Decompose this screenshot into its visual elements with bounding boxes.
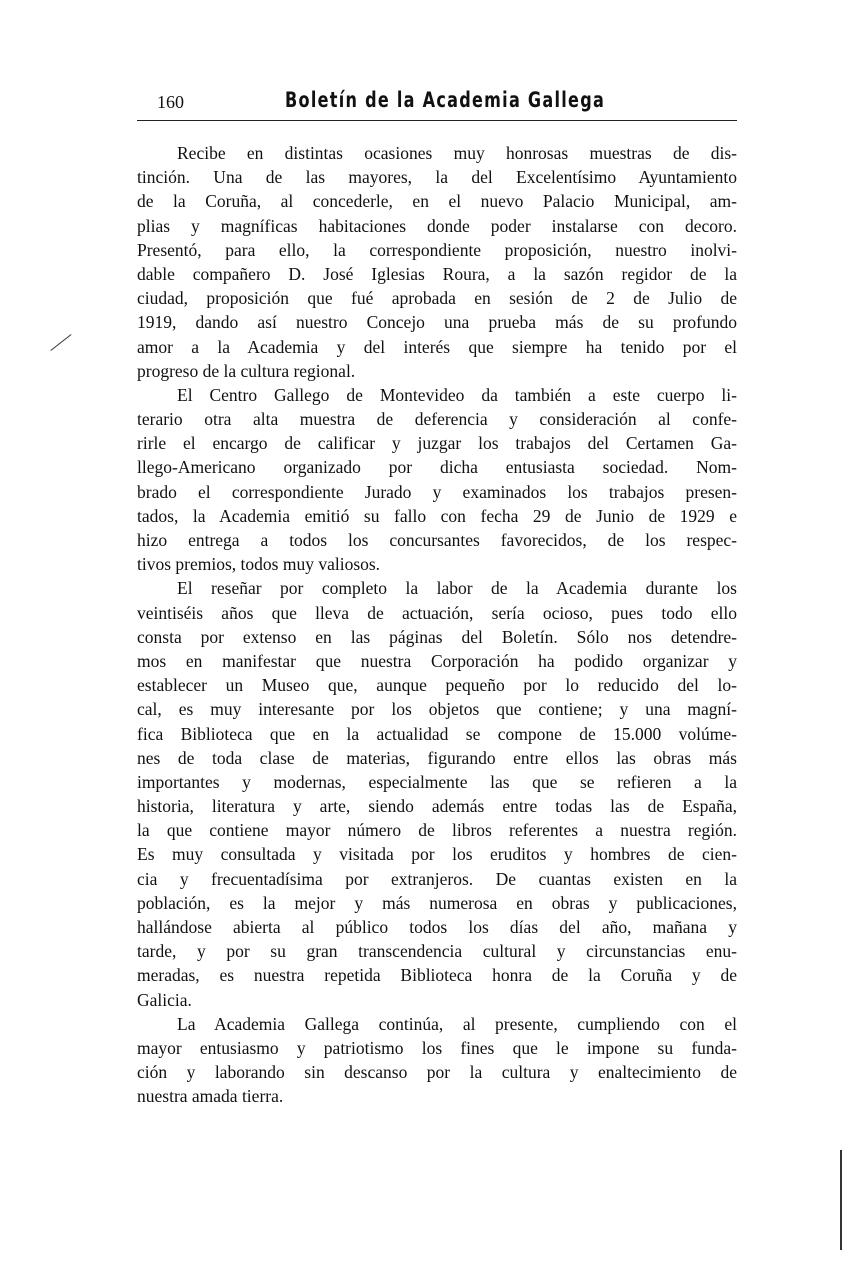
text-line: El Centro Gallego de Montevideo da también a este cuerpo li- <box>177 384 737 405</box>
text-line: fica Biblioteca que en la actualidad se compone de 15.000 volúme- <box>137 723 737 744</box>
text-line: importantes y modernas, especialmente las que se refieren a la <box>137 771 737 792</box>
text-line: nes de toda clase de materias, figurando entre ellos las obras más <box>137 747 737 768</box>
text-line: 1919, dando así nuestro Concejo una prueba más de su profundo <box>137 312 737 333</box>
text-line: historia, literatura y arte, siendo además entre todas las de España, <box>137 796 737 817</box>
text-line: Recibe en distintas ocasiones muy honrosas muestras de dis- <box>177 143 737 163</box>
text-line: de la Coruña, al concederle, en el nuevo Palacio Municipal, am- <box>137 191 737 212</box>
text-line: mayor entusiasmo y patriotismo los fines que le impone su funda- <box>137 1037 737 1058</box>
margin-pencil-mark <box>50 334 71 351</box>
text-line: mos en manifestar que nuestra Corporación ha podido organizar y <box>137 650 737 671</box>
text-line: cal, es muy interesante por los objetos que contiene; y una magní- <box>137 699 737 720</box>
body-text <box>137 141 737 1109</box>
text-line: nuestra amada tierra. <box>137 1086 284 1107</box>
text-line: la que contiene mayor número de libros referentes a nuestra región. <box>137 820 737 841</box>
text-line: tados, la Academia emitió su fallo con fecha 29 de Junio de 1929 e <box>137 505 737 526</box>
text-line: ciudad, proposición que fué aprobada en sesión de 2 de Julio de <box>137 288 737 309</box>
text-line: población, es la mejor y más numerosa en obras y publicaciones, <box>137 892 737 913</box>
text-line: cia y frecuentadísima por extranjeros. De cuantas existen en la <box>137 868 737 889</box>
header-rule <box>137 120 737 121</box>
text-line: rirle el encargo de calificar y juzgar los trabajos del Certamen Ga- <box>137 433 737 454</box>
text-line: establecer un Museo que, aunque pequeño por lo reducido del lo- <box>137 675 737 696</box>
page-edge-line <box>840 1150 842 1250</box>
text-line: Es muy consultada y visitada por los eruditos y hombres de cien- <box>137 844 737 865</box>
text-line: El reseñar por completo la labor de la Academia durante los <box>177 578 737 599</box>
text-line: ción y laborando sin descanso por la cultura y enaltecimiento de <box>137 1062 737 1083</box>
running-header <box>137 88 737 118</box>
text-line: hizo entrega a todos los concursantes favorecidos, de los respec- <box>137 530 737 550</box>
text-line: consta por extenso en las páginas del Boletín. Sólo nos detendre- <box>137 626 737 647</box>
text-line: amor a la Academia y del interés que siempre ha tenido por el <box>137 336 737 357</box>
text-line: meradas, es nuestra repetida Biblioteca honra de la Coruña y de <box>137 965 737 986</box>
text-line: Presentó, para ello, la correspondiente proposición, nuestro inolvi- <box>137 239 737 260</box>
text-line: dable compañero D. José Iglesias Roura, a la sazón regidor de la <box>137 263 737 284</box>
running-title: Boletín de la Academia Gallega <box>285 88 606 112</box>
text-line: veintiséis años que lleva de actuación, sería ocioso, pues todo ello <box>137 602 737 623</box>
text-line: hallándose abierta al público todos los días del año, mañana y <box>137 917 737 937</box>
text-line: tivos premios, todos muy valiosos. <box>137 554 381 575</box>
text-line: La Academia Gallega continúa, al presente, cumpliendo con el <box>177 1013 737 1034</box>
text-line: llego-Americano organizado por dicha entusiasta sociedad. Nom- <box>137 457 737 478</box>
text-line: brado el correspondiente Jurado y examinados los trabajos presen- <box>137 481 737 502</box>
text-line: progreso de la cultura regional. <box>137 360 356 381</box>
page-number: 160 <box>157 92 184 112</box>
text-line: plias y magníficas habitaciones donde poder instalarse con decoro. <box>137 215 737 236</box>
text-line: tinción. Una de las mayores, la del Excelentísimo Ayuntamiento <box>137 167 737 188</box>
text-line: tarde, y por su gran transcendencia cultural y circunstancias enu- <box>137 941 737 962</box>
text-line: terario otra alta muestra de deferencia y consideración al confe- <box>137 409 737 430</box>
text-line: Galicia. <box>137 989 192 1010</box>
